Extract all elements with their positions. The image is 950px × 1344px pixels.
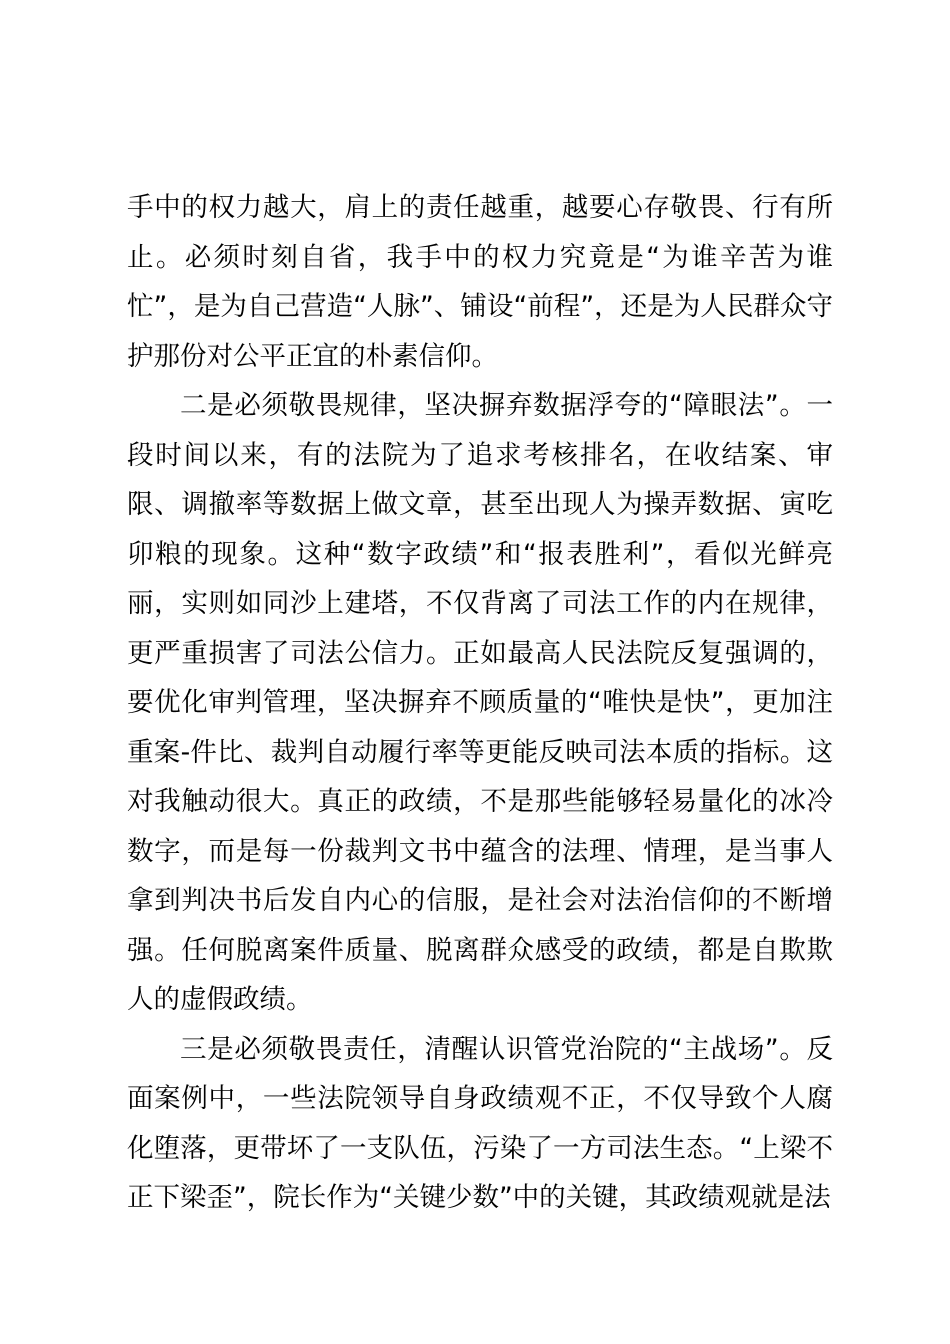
- paragraph-1: 手中的权力越大，肩上的责任越重，越要心存敬畏、行有所止。必须时刻自省，我手中的权力究竟是“为谁辛苦为谁忙”，是为自己营造“人脉”、铺设“前程”，还是为人民群众守护那份对公平正宜的朴素信仰。: [127, 192, 833, 372]
- paragraph-3: 三是必须敬畏责任，清醒认识管党治院的“主战场”。反面案例中，一些法院领导自身政绩观不正，不仅导致个人腐化堕落，更带坏了一支队伍，污染了一方司法生态。“上梁不正下梁歪”，院长作为“关键少数”中的关键，其政绩观就是法: [127, 1033, 833, 1213]
- document-body: [127, 183, 833, 1223]
- paragraph-2: 二是必须敬畏规律，坚决摒弃数据浮夸的“障眼法”。一段时间以来，有的法院为了追求考核排名，在收结案、审限、调撤率等数据上做文章，甚至出现人为操弄数据、寅吃卯粮的现象。这种“数字政绩”和“报表胜利”，看似光鲜亮丽，实则如同沙上建塔，不仅背离了司法工作的内在规律，更严重损害了司法公信力。正如最高人民法院反复强调的，要优化审判管理，坚决摒弃不顾质量的“唯快是快”，更加注重案-件比、裁判自动履行率等更能反映司法本质的指标。这对我触动很大。真正的政绩，不是那些能够轻易量化的冰冷数字，而是每一份裁判文书中蕴含的法理、情理，是当事人拿到判决书后发自内心的信服，是社会对法治信仰的不断增强。任何脱离案件质量、脱离群众感受的政绩，都是自欺欺人的虚假政绩。: [127, 390, 833, 1015]
